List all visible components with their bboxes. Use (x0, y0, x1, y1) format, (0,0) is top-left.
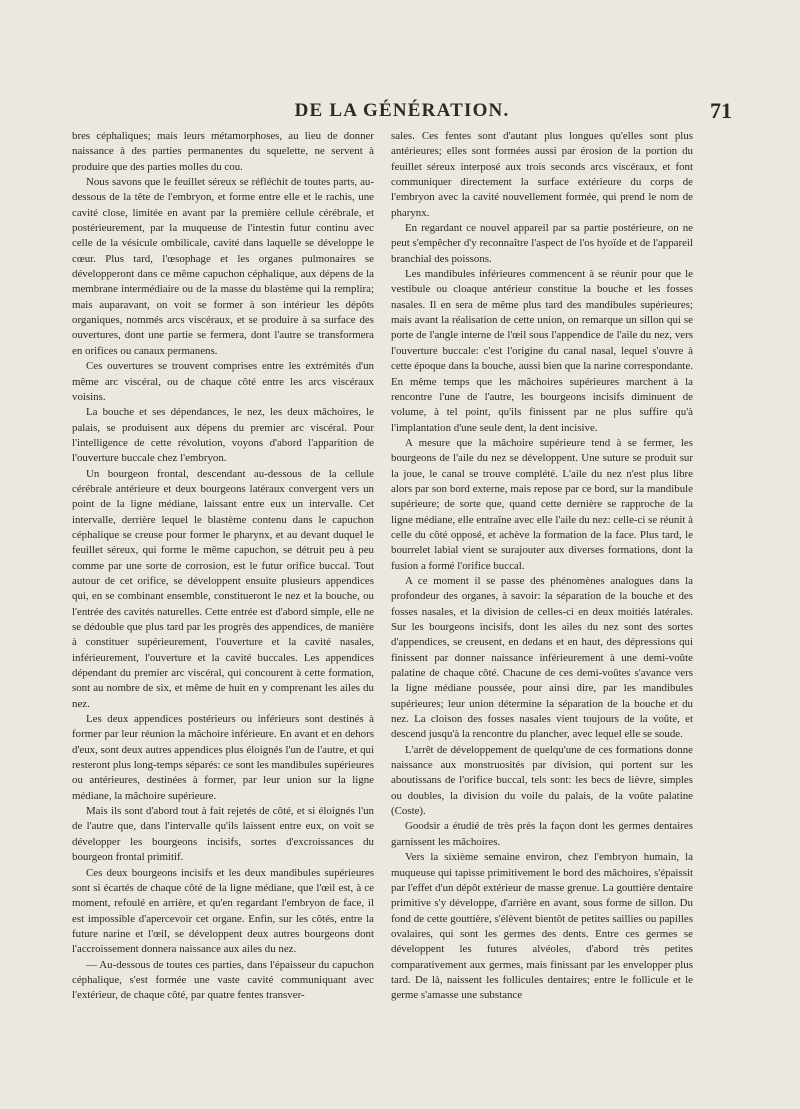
paragraph: — Au-dessous de toutes ces parties, dans l'épaisseur du capuchon céphalique, s'est formée une vaste cavité communiquant avec l'extérieur, de chaque côté, par quatre fentes transver- (72, 958, 374, 1002)
running-title: DE LA GÉNÉRATION. (294, 100, 510, 121)
paragraph: A ce moment il se passe des phénomènes analogues dans la profondeur des organes, à savoir: la séparation de la bouche et des fosses nasales, et la division de celles-ci en deux moitiés latérales. Sur les bourgeons incisifs, dont les ailes du nez sont des sortes d'appendices, se creusent, en dedans et en haut, des dépressions qui finissent par donner naissance inférieurement à une demi-voûte palatine de chaque côté. Chacune de ces demi-voûtes s'avance vers la ligne médiane poussée, pour ainsi dire, par les mandibules supérieures; leur union détermine la séparation de la bouche et du nez. La cloison des fosses nasales vient toujours de la voûte, et descend jusqu'à la rencontre du plancher, avec lequel elle se soude. (391, 574, 693, 741)
paragraph: L'arrêt de développement de quelqu'une de ces formations donne naissance aux monstruosités par division, qui portent sur les aboutissans de l'orifice buccal, tels sont: les becs de lièvre, simples ou doubles, la division du voile du palais, de la voûte palatine (Coste). (391, 743, 693, 818)
paragraph: Les mandibules inférieures commencent à se réunir pour que le vestibule ou cloaque antérieur constitue la bouche et les fosses nasales. Il en sera de même plus tard des mandibules supérieures; mais avant la réalisation de cette union, on remarque un sillon qui se porte de l'angle interne de l'œil sous l'appendice de l'aile du nez, vers l'ouverture buccale: c'est l'origine du canal nasal, lequel s'ouvre à cette époque dans la bouche, aussi bien que la narine correspondante. En même temps que les mâchoires supérieures marchent à la rencontre l'une de l'autre, les bourgeons incisifs diminuent de volume, à tel point, qu'ils finissent par ne plus suffire qu'à l'implantation d'une seule dent, la dent incisive. (391, 268, 693, 434)
paragraph: En regardant ce nouvel appareil par sa partie postérieure, on ne peut s'empêcher d'y reconnaître l'aspect de l'os hyoïde et de l'appareil branchial des poissons. (391, 222, 693, 265)
paragraph: Nous savons que le feuillet séreux se réfléchit de toutes parts, au-dessous de la tête de l'embryon, et forme entre elle et le rachis, une cavité close, limitée en avant par la première cellule cérébrale, et postérieurement, par la muqueuse de l'intestin futur continu avec celle de la vésicule ombilicale, cavité dans laquelle se développe le cœur. Plus tard, l'œsophage et les organes pulmonaires se développeront dans ce même capuchon céphalique, aux dépens de la membrane intermédiaire ou de la masse du blastème qui la remplira; mais auparavant, on voit se former à son intérieur les dépôts organiques, nommés arcs viscéraux, et se produire à sa surface des ouvertures, dont une partie se fermera, dont l'autre se transformera en orifices ou canaux permanens. (72, 176, 374, 357)
paragraph: Goodsir a étudié de très près la façon dont les germes dentaires garnissent les mâchoires. (391, 820, 693, 848)
left-column (72, 129, 374, 1004)
paragraph: Un bourgeon frontal, descendant au-dessous de la cellule cérébrale antérieure et deux bourgeons latéraux convergent vers un point de la ligne médiane, laissant entre eux un intervalle. Cet intervalle, derrière lequel le blastème contenu dans le capuchon céphalique se creuse pour former le pharynx, et au devant duquel le feuillet séreux, qui forme le même capuchon, se détruit peu à peu comme par une sorte de corrosion, est le futur orifice buccal. Tout autour de cet orifice, se développent ensuite plusieurs appendices qui, en se combinant ensemble, constitueront le nez et la bouche, ou l'entrée des cavités naturelles. Cette entrée est d'abord simple, elle ne se dédouble que plus tard par les progrès des appendices, de manière à constituer supérieurement, l'ouverture et la cavité nasales, inférieurement, l'ouverture et la cavité buccales. Les appendices dépendant du premier arc viscéral, qui concourent à cette formation, sont au nombre de six, et même de huit en y comprenant les ailes du nez. (72, 467, 374, 710)
paragraph: Vers la sixième semaine environ, chez l'embryon humain, la muqueuse qui tapisse primitivement le bord des mâchoires, s'épaissit par l'effet d'un dépôt extérieur de masse grenue. La gouttière dentaire primitive s'y développe, d'arrière en avant, sous forme de sillon. Du fond de cette gouttière, s'élèvent bientôt de petites saillies ou papilles ovalaires, qui sont les germes des dents. Entre ces germes se développent les futures alvéoles, d'abord très petites comparativement aux germes, mais finissant par les envelopper plus tard. De là, naissent les follicules dentaires; entre le follicule et le germe s'amasse une substance (391, 851, 693, 1002)
paragraph: bres céphaliques; mais leurs métamorphoses, au lieu de donner naissance à des parties permanentes du squelette, ne servent à produire que des parties molles du cou. (72, 130, 374, 173)
paragraph: Les deux appendices postérieurs ou inférieurs sont destinés à former par leur réunion la mâchoire inférieure. En avant et en dehors d'eux, sont deux autres appendices plus éloignés l'un de l'autre, et qui resteront plus long-temps séparés: ce sont les mandibules supérieures ou antérieures, destinées à former, par leur union sur la ligne médiane, la mâchoire supérieure. (72, 713, 374, 802)
page-header (72, 100, 732, 130)
paragraph: A mesure que la mâchoire supérieure tend à se fermer, les bourgeons de l'aile du nez se développent. Une suture se produit sur la joue, le canal se trouve complété. L'aile du nez n'est plus libre alors par son bord externe, mais repose par ce bord, sur la mandibule supérieure; de sorte que, quand cette dernière se rapproche de la ligne médiane, elle entraîne avec elle l'aile du nez: celle-ci se réunit à celle du côté opposé, et achève la formation de la face. Plus tard, le bourrelet labial vient se surajouter aux diverses formations, dont la fusion a formé l'orifice buccal. (391, 436, 693, 572)
right-column (391, 129, 693, 1004)
paragraph: Ces ouvertures se trouvent comprises entre les extrémités d'un même arc viscéral, ou de chaque côté entre les arcs viscéraux voisins. (72, 360, 374, 403)
paragraph: Ces deux bourgeons incisifs et les deux mandibules supérieures sont si écartés de chaque côté de la ligne médiane, que l'œil est, à ce moment, refoulé en arrière, et qu'en regardant l'embryon de face, il est impossible d'apercevoir cet organe. Enfin, sur les côtés, entre la future narine et l'œil, se développent deux autres bourgeons dont l'accroissement donnera naissance aux ailes du nez. (72, 866, 374, 956)
paragraph: Mais ils sont d'abord tout à fait rejetés de côté, et si éloignés l'un de l'autre que, dans l'intervalle qu'ils laissent entre eux, on voit se développer les bourgeons incisifs, sortes d'excroissances du bourgeon frontal primitif. (72, 805, 374, 864)
page-number: 71 (710, 98, 732, 123)
paragraph: sales. Ces fentes sont d'autant plus longues qu'elles sont plus antérieures; elles sont formées aussi par érosion de la portion du feuillet séreux interposé aux trois seconds arcs viscéraux, et font communiquer directement la surface extérieure du corps de l'embryon avec la cavité nouvellement formée, qui prend le nom de pharynx. (391, 130, 693, 219)
paragraph: La bouche et ses dépendances, le nez, les deux mâchoires, le palais, se produisent aux dépens du premier arc viscéral. Pour l'intelligence de cette révolution, voyons d'abord l'apparition de l'ouverture buccale chez l'embryon. (72, 406, 374, 465)
